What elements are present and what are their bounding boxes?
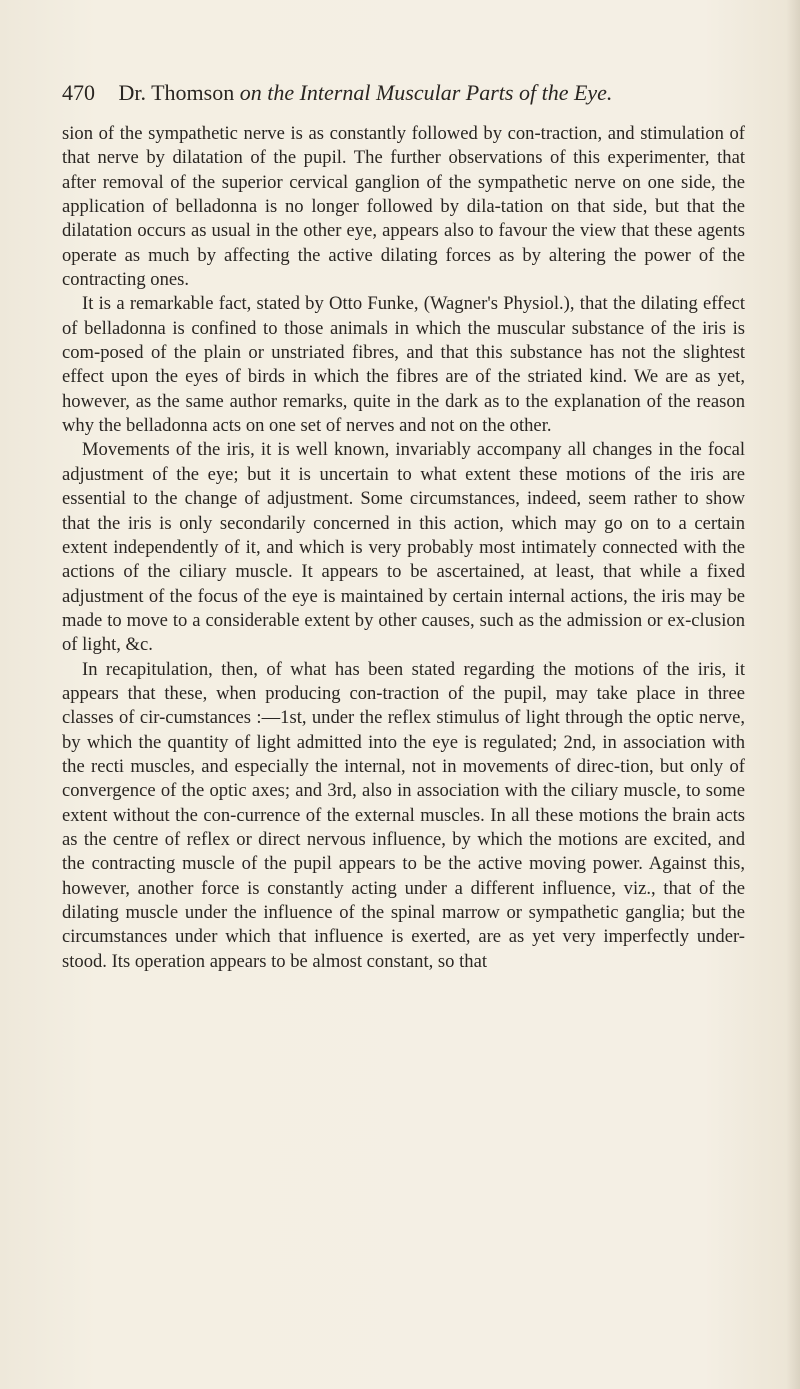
running-title-author: Dr. Thomson — [118, 80, 235, 105]
running-header — [62, 80, 742, 106]
body-text — [62, 122, 745, 974]
running-title-connector: on — [239, 80, 262, 105]
running-title — [119, 80, 613, 105]
paragraph-continuation: sion of the sympathetic nerve is as constantly followed by con-traction, and stimulation of that nerve by dilatation of the pupil. The further observations of this experimenter, that after removal of the superior cervical ganglion of the sympathetic nerve on one side, the application of belladonna is no longer followed by dila-tation on that side, but that the dilatation occurs as usual in the other eye, appears also to favour the view that these agents operate as much by affecting the active dilating forces as by altering the power of the contracting ones. — [62, 123, 745, 291]
paragraph-funke: It is a remarkable fact, stated by Otto Funke, (Wagner's Physiol.), that the dilating effect of belladonna is confined to those animals in which the muscular substance of the iris is com-posed of the plain or unstriated fibres, and that this substance has not the slightest effect upon the eyes of birds in which the fibres are of the striated kind. We are as yet, however, as the same author remarks, quite in the dark as to the explanation of the reason why the belladonna acts on one set of nerves and not on the other. — [62, 293, 745, 437]
running-title-subject: the Internal Muscular Parts of the Eye. — [267, 80, 613, 105]
paragraph-movements-of-iris: Movements of the iris, it is well known, invariably accompany all changes in the focal adjustment of the eye; but it is uncertain to what extent these motions of the iris are essential to the change of adjustment. Some circumstances, indeed, seem rather to show that the iris is only secondarily concerned in this action, which may go on to a certain extent independently of it, and which is very probably most intimately connected with the actions of the ciliary muscle. It appears to be ascertained, at least, that while a fixed adjustment of the focus of the eye is maintained by certain internal actions, the iris may be made to move to a considerable extent by other causes, such as the admission or ex-clusion of light, &c. — [62, 439, 745, 656]
page-number: 470 — [62, 80, 95, 105]
paragraph-recapitulation: In recapitulation, then, of what has been stated regarding the motions of the iris, it appears that these, when producing con-traction of the pupil, may take place in three classes of cir-cumstances :—1st, under the reflex stimulus of light through the optic nerve, by which the quantity of light admitted into the eye is regulated; 2nd, in association with the recti muscles, and especially the internal, not in movements of direc-tion, but only of convergence of the optic axes; and 3rd, also in association with the ciliary muscle, to some extent without the con-currence of the external muscles. In all these motions the brain acts as the centre of reflex or direct nervous influence, by which the motions are excited, and the contracting muscle of the pupil appears to be the active moving power. Against this, however, another force is constantly acting under a different influence, viz., that of the dilating muscle under the influence of the spinal marrow or sympathetic ganglia; but the circumstances under which that influence is exerted, are as yet very imperfectly under-stood. Its operation appears to be almost constant, so that — [62, 658, 745, 972]
page-edge-shadow — [786, 0, 800, 1389]
